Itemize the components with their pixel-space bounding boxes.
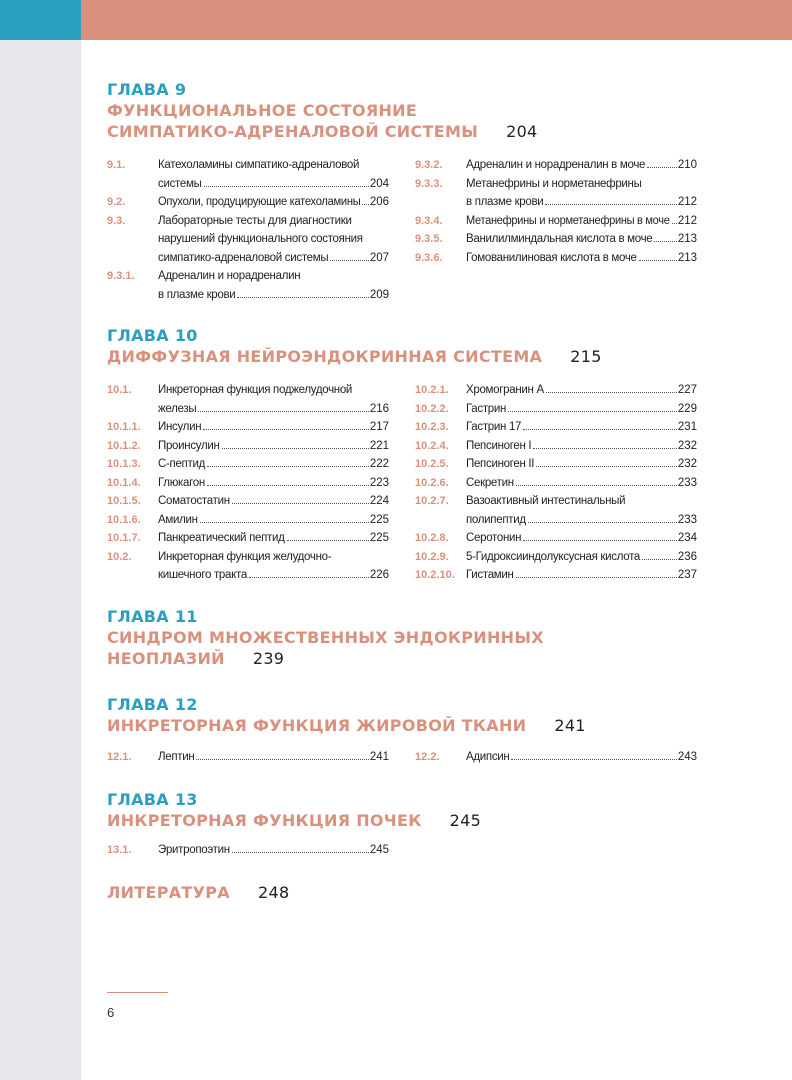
toc-entry <box>415 156 697 175</box>
toc-column-right <box>415 381 697 585</box>
toc-entry-title: Пепсиноген II <box>466 458 535 470</box>
toc-entry-page: 241 <box>369 750 389 763</box>
toc-entry-page: 213 <box>677 233 697 245</box>
toc-entry-number: 10.2.4. <box>415 439 449 452</box>
chapter-title-line: ФУНКЦИОНАЛЬНОЕ СОСТОЯНИЕ <box>107 101 418 120</box>
toc-entry-title: Гистамин <box>466 569 514 581</box>
header-accent-teal <box>0 0 81 40</box>
toc-entry-number: 9.3.4. <box>415 214 443 227</box>
toc-entry-number: 10.1.1. <box>107 421 141 433</box>
toc-entry <box>415 381 697 400</box>
toc-entry-text <box>158 212 389 268</box>
toc-entry-number: 12.1. <box>107 750 132 763</box>
chapter-13 <box>107 790 707 860</box>
toc-entry-page: 225 <box>369 513 389 526</box>
toc-entry <box>415 548 697 567</box>
toc-entry <box>107 841 389 860</box>
toc-entry-page: 222 <box>369 458 389 470</box>
toc-entry-line <box>158 212 389 231</box>
dot-leader <box>516 577 677 578</box>
toc-entry-title: 5-Гидроксииндолуксусная кислота <box>466 550 641 563</box>
toc-entry-number: 10.2.10. <box>415 569 455 581</box>
toc-entry-line <box>466 381 697 400</box>
toc-entry-number: 9.3.2. <box>415 159 443 171</box>
toc-entry-title: Адреналин и норадреналин <box>158 270 301 282</box>
toc-entry-title: Опухоли, продуцирующие катехоламины <box>158 196 361 208</box>
toc-entry-title: симпатико-адреналовой системы <box>158 251 329 264</box>
dot-leader <box>508 411 677 412</box>
toc-entry-number: 10.1.5. <box>107 495 141 507</box>
toc-entry <box>107 548 389 585</box>
dot-leader <box>196 759 368 760</box>
toc-entry-title: Адреналин и норадреналин в моче <box>466 159 646 171</box>
toc-entry-text <box>158 418 389 437</box>
toc-entry-title: Метанефрины и норметанефрины в моче <box>466 214 670 227</box>
chapter-label: ГЛАВА 9 <box>107 80 187 99</box>
toc-entry-text <box>466 474 697 493</box>
toc-entry-line <box>158 474 389 493</box>
toc-entry-line <box>466 193 697 212</box>
toc-columns <box>107 156 707 304</box>
toc-entry-text <box>158 492 389 511</box>
toc-column-right <box>415 156 697 304</box>
dot-leader <box>249 577 369 578</box>
dot-leader <box>204 186 369 187</box>
toc-entry-text <box>466 156 697 175</box>
dot-leader <box>523 540 677 541</box>
footer-rule <box>107 992 168 993</box>
toc-entry <box>415 212 697 231</box>
toc-entry-page: 216 <box>369 402 389 415</box>
toc-entry-text <box>466 418 697 437</box>
toc-entry-page: 209 <box>369 288 389 301</box>
toc-entry-text <box>158 529 389 548</box>
toc-entry-number: 10.1.7. <box>107 532 141 544</box>
toc-entry-line <box>158 400 389 419</box>
chapter-label: ГЛАВА 12 <box>107 694 198 714</box>
toc-entry <box>107 474 389 493</box>
toc-entry-line <box>158 748 389 767</box>
toc-entry-number: 10.2.9. <box>415 550 449 563</box>
chapter-title-line <box>107 715 707 736</box>
toc-entry-number: 10.2.8. <box>415 532 449 544</box>
toc-entry <box>107 381 389 418</box>
chapter-title-line <box>107 810 707 831</box>
toc-entry-page: 207 <box>369 251 389 264</box>
toc-entry-page: 236 <box>677 550 697 563</box>
chapter-page-number: 239 <box>252 648 285 668</box>
toc-entry-title: в плазме крови <box>158 288 236 301</box>
toc-entry-title: Катехоламины симпатико-адреналовой <box>158 159 360 171</box>
toc-entry-line <box>158 455 389 474</box>
toc-entry-text <box>466 748 697 767</box>
toc-entry-number: 10.1.6. <box>107 513 141 526</box>
toc-entry-title: полипептид <box>466 513 526 526</box>
dot-leader <box>654 241 676 242</box>
toc-entry-text <box>466 212 697 231</box>
chapter-page-number: 241 <box>554 715 586 735</box>
chapter-label: ГЛАВА 11 <box>107 606 198 626</box>
toc-entry-text <box>158 381 389 418</box>
chapter-12 <box>107 695 707 767</box>
toc-entry <box>107 492 389 511</box>
dot-leader <box>639 260 677 261</box>
toc-entry-line <box>466 748 697 767</box>
chapter-page-number: 204 <box>506 122 538 141</box>
toc-entry <box>107 437 389 456</box>
toc-entry-page: 231 <box>677 421 697 433</box>
toc-entry-text <box>466 455 697 474</box>
dot-leader <box>536 466 677 467</box>
literature-page-number: 248 <box>258 882 290 902</box>
chapter-title-text: ИНКРЕТОРНАЯ ФУНКЦИЯ ЖИРОВОЙ ТКАНИ <box>107 715 527 735</box>
toc-entry <box>415 437 697 456</box>
toc-entry-page: 225 <box>369 532 389 544</box>
chapter-title-line <box>107 627 707 669</box>
toc-entry-line <box>158 249 389 268</box>
chapter-title-line <box>107 346 707 367</box>
toc-entry-title: Ванилилминдальная кислота в моче <box>466 233 653 245</box>
toc-entry-title: Соматостатин <box>158 495 230 507</box>
toc-column-right <box>415 748 697 767</box>
toc-entry-title: Инсулин <box>158 421 202 433</box>
toc-entry <box>415 249 697 268</box>
chapter-label: ГЛАВА 10 <box>107 326 198 345</box>
chapter-title-line <box>107 882 707 903</box>
toc-entry <box>415 400 697 419</box>
toc-entry <box>415 455 697 474</box>
toc-entry <box>107 455 389 474</box>
toc-entry-line <box>158 437 389 456</box>
toc-entry-line <box>466 548 697 567</box>
toc-entry-title: Гастрин <box>466 402 507 415</box>
toc-entry-title: Инкреторная функция желудочно- <box>158 550 332 563</box>
toc-entry-line <box>158 286 389 305</box>
chapter-title-text: ДИФФУЗНАЯ НЕЙРОЭНДОКРИННАЯ СИСТЕМА <box>107 347 543 366</box>
toc-entry-line <box>466 529 697 548</box>
toc-entry-page: 204 <box>369 177 389 190</box>
toc-entry-line <box>158 548 389 567</box>
toc-entry-text <box>158 511 389 530</box>
toc-entry-number: 10.2.1. <box>415 384 449 396</box>
toc-entry-text <box>158 474 389 493</box>
toc-entry-text <box>158 455 389 474</box>
toc-entry-number: 10.2.7. <box>415 495 449 507</box>
table-of-contents <box>107 80 707 903</box>
toc-entry-page: 226 <box>369 569 389 581</box>
toc-column-left <box>107 841 389 860</box>
toc-entry-page: 232 <box>677 439 697 452</box>
dot-leader <box>672 223 677 224</box>
toc-entry-title: Глюкагон <box>158 476 205 489</box>
toc-entry-text <box>158 193 389 212</box>
literature-section <box>107 882 707 903</box>
toc-entry <box>415 474 697 493</box>
toc-entry-text <box>466 400 697 419</box>
toc-entry-number: 9.2. <box>107 196 126 208</box>
toc-entry-text <box>466 529 697 548</box>
toc-entry <box>107 156 389 193</box>
toc-entry-number: 10.2.5. <box>415 458 449 470</box>
toc-entry <box>415 748 697 767</box>
dot-leader <box>207 466 369 467</box>
toc-entry-line <box>466 492 697 511</box>
toc-entry-text <box>158 156 389 193</box>
chapter-title-text: ИНКРЕТОРНАЯ ФУНКЦИЯ ПОЧЕК <box>107 811 422 830</box>
dot-leader <box>546 392 677 393</box>
dot-leader <box>545 204 676 205</box>
toc-entry-text <box>466 381 697 400</box>
dot-leader <box>523 429 677 430</box>
toc-entry-line <box>158 511 389 530</box>
toc-column-left <box>107 381 389 585</box>
toc-entry-line <box>158 418 389 437</box>
toc-entry-line <box>466 156 697 175</box>
toc-entry-line <box>158 381 389 400</box>
toc-entry-text <box>158 548 389 585</box>
dot-leader <box>330 260 368 261</box>
header-bar <box>81 0 792 40</box>
literature-title: ЛИТЕРАТУРА <box>107 882 230 902</box>
dot-leader <box>528 522 677 523</box>
toc-entry-number: 10.1.4. <box>107 476 141 489</box>
toc-entry-number: 10.1.2. <box>107 439 141 452</box>
toc-entry-page: 245 <box>369 844 389 856</box>
toc-entry-page: 213 <box>677 251 697 264</box>
dot-leader <box>198 411 369 412</box>
toc-entry-page: 217 <box>369 421 389 433</box>
toc-entry-number: 9.3.6. <box>415 251 443 264</box>
toc-entry <box>415 230 697 249</box>
toc-entry-page: 212 <box>677 196 697 208</box>
toc-entry-line <box>466 566 697 585</box>
toc-entry-page: 233 <box>677 513 697 526</box>
toc-entry-title: системы <box>158 177 202 190</box>
toc-entry <box>107 193 389 212</box>
toc-entry-text <box>466 548 697 567</box>
toc-entry-number: 10.1. <box>107 384 132 396</box>
toc-entry <box>107 529 389 548</box>
toc-entry-title: Вазоактивный интестинальный <box>466 495 626 507</box>
toc-entry-title: Гастрин 17 <box>466 421 522 433</box>
toc-entry-line <box>158 492 389 511</box>
toc-entry-page: 243 <box>677 750 697 763</box>
toc-entry-title: Лептин <box>158 750 195 763</box>
toc-entry-page: 234 <box>677 532 697 544</box>
toc-entry-number: 9.3.5. <box>415 233 443 245</box>
toc-entry <box>107 418 389 437</box>
toc-entry-number: 13.1. <box>107 844 132 856</box>
dot-leader <box>647 167 677 168</box>
toc-entry-text <box>466 437 697 456</box>
toc-entry-title: Метанефрины и норметанефрины <box>466 177 642 190</box>
toc-entry-line <box>466 437 697 456</box>
toc-entry-line <box>158 175 389 194</box>
toc-entry-number: 9.3.3. <box>415 177 443 190</box>
dot-leader <box>642 559 677 560</box>
toc-entry <box>107 511 389 530</box>
dot-leader <box>511 759 676 760</box>
toc-entry-page: 233 <box>677 476 697 489</box>
dot-leader <box>203 429 369 430</box>
toc-entry-title: в плазме крови <box>466 196 544 208</box>
toc-entry-page: 206 <box>369 196 389 208</box>
toc-entry <box>415 418 697 437</box>
toc-entry-line <box>466 175 697 194</box>
toc-entry-title: Секретин <box>466 476 514 489</box>
toc-entry-title: Адипсин <box>466 750 510 763</box>
toc-entry-line <box>466 455 697 474</box>
dot-leader <box>207 485 369 486</box>
chapter-page-number: 245 <box>449 811 482 830</box>
toc-entry-number: 10.2. <box>107 550 132 563</box>
toc-entry-title: Пепсиноген I <box>466 439 532 452</box>
toc-entry-title: Инкреторная функция поджелудочной <box>158 384 353 396</box>
toc-columns <box>107 381 707 585</box>
toc-entry-number: 9.3. <box>107 214 126 227</box>
toc-entry-page: 227 <box>677 384 697 396</box>
toc-entry-number: 10.2.6. <box>415 476 449 489</box>
dot-leader <box>287 540 369 541</box>
toc-column-left <box>107 748 389 767</box>
toc-entry-page: 212 <box>677 214 697 227</box>
chapter-11 <box>107 607 707 669</box>
chapter-page-number: 215 <box>570 347 602 366</box>
toc-entry-text <box>466 175 697 212</box>
toc-entry-line <box>466 474 697 493</box>
toc-entry <box>415 566 697 585</box>
toc-entry-title: железы <box>158 402 197 415</box>
toc-entry-text <box>466 566 697 585</box>
toc-column-right <box>415 841 697 860</box>
toc-entry-page: 224 <box>369 495 389 507</box>
chapter-title-text: СИНДРОМ МНОЖЕСТВЕННЫХ ЭНДОКРИННЫХ НЕОПЛАЗИЙ <box>107 627 544 668</box>
toc-entry-text <box>158 437 389 456</box>
toc-entry-line <box>466 418 697 437</box>
dot-leader <box>362 204 368 205</box>
toc-entry-line <box>466 400 697 419</box>
dot-leader <box>232 503 369 504</box>
toc-entry-line <box>158 267 389 286</box>
toc-entry-number: 10.1.3. <box>107 458 141 470</box>
toc-entry-line <box>158 566 389 585</box>
toc-entry-title: нарушений функционального состояния <box>158 233 363 245</box>
toc-entry-text <box>466 249 697 268</box>
toc-entry-title: кишечного тракта <box>158 569 247 581</box>
chapter-title-line <box>107 121 707 142</box>
toc-entry-title: Панкреатический пептид <box>158 532 285 544</box>
toc-entry-title: Эритропоэтин <box>158 844 230 856</box>
toc-entry-text <box>158 841 389 860</box>
side-margin-strip <box>0 40 81 1080</box>
toc-entry <box>415 529 697 548</box>
toc-entry-line <box>466 511 697 530</box>
toc-entry-text <box>158 748 389 767</box>
dot-leader <box>232 852 369 853</box>
page-number: 6 <box>107 1005 115 1020</box>
chapter-9 <box>107 80 707 304</box>
toc-entry-page: 232 <box>677 458 697 470</box>
toc-entry-text <box>466 492 697 529</box>
toc-entry-number: 12.2. <box>415 750 440 763</box>
toc-entry-number: 10.2.2. <box>415 402 449 415</box>
dot-leader <box>200 522 369 523</box>
toc-entry-line <box>466 212 697 231</box>
toc-entry-line <box>158 193 389 212</box>
toc-entry-title: Амилин <box>158 513 198 526</box>
toc-entry <box>107 267 389 304</box>
toc-entry <box>415 175 697 212</box>
toc-entry <box>415 492 697 529</box>
toc-entry-text <box>466 230 697 249</box>
chapter-10 <box>107 326 707 585</box>
toc-entry-page: 210 <box>677 159 697 171</box>
toc-entry-line <box>158 156 389 175</box>
toc-entry-line <box>466 230 697 249</box>
toc-entry-line <box>158 841 389 860</box>
toc-columns <box>107 748 707 767</box>
toc-column-left <box>107 156 389 304</box>
toc-entry-title: С-пептид <box>158 458 205 470</box>
toc-entry-title: Хромогранин А <box>466 384 544 396</box>
toc-entry <box>107 748 389 767</box>
chapter-title-text: СИМПАТИКО-АДРЕНАЛОВОЙ СИСТЕМЫ <box>107 122 479 141</box>
toc-entry-page: 223 <box>369 476 389 489</box>
toc-entry-text <box>158 267 389 304</box>
toc-entry-number: 10.2.3. <box>415 421 449 433</box>
toc-entry-number: 9.3.1. <box>107 270 135 282</box>
dot-leader <box>222 448 369 449</box>
toc-entry-page: 229 <box>677 402 697 415</box>
chapter-label: ГЛАВА 13 <box>107 790 198 809</box>
toc-entry-line <box>158 529 389 548</box>
toc-entry-title: Проинсулин <box>158 439 220 452</box>
toc-entry <box>107 212 389 268</box>
toc-entry-title: Серотонин <box>466 532 522 544</box>
dot-leader <box>237 297 368 298</box>
toc-entry-line <box>466 249 697 268</box>
toc-entry-page: 221 <box>369 439 389 452</box>
dot-leader <box>533 448 677 449</box>
toc-entry-title: Лабораторные тесты для диагностики <box>158 214 352 227</box>
toc-entry-title: Гомованилиновая кислота в моче <box>466 251 637 264</box>
toc-entry-line <box>158 230 389 249</box>
toc-columns <box>107 841 707 860</box>
toc-entry-page: 237 <box>677 569 697 581</box>
dot-leader <box>516 485 677 486</box>
toc-entry-number: 9.1. <box>107 159 126 171</box>
